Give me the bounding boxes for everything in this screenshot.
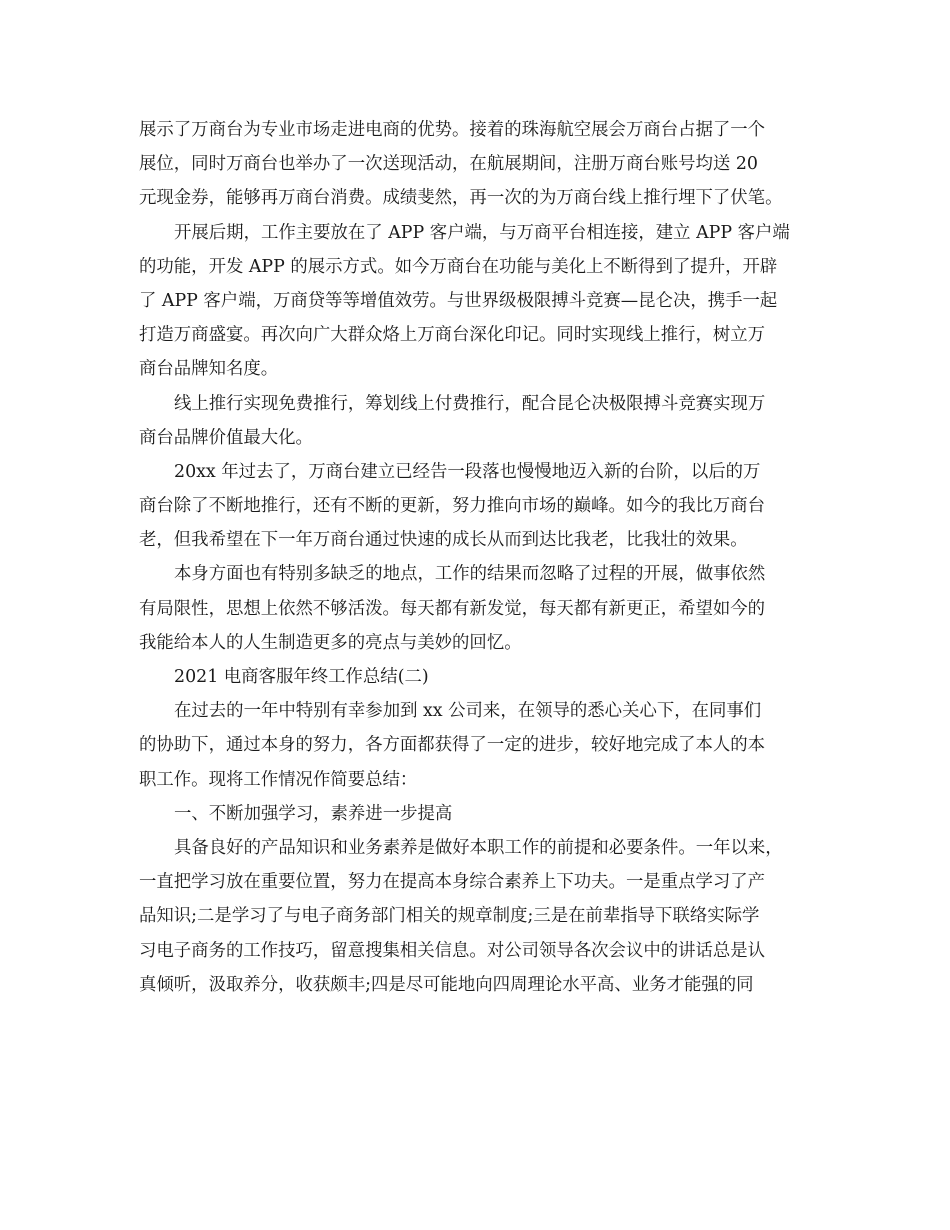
text-line: 商台品牌知名度。 <box>139 359 279 380</box>
text-line: 一直把学习放在重要位置，努力在提高本身综合素养上下功夫。一是重点学习了产 <box>139 872 766 893</box>
paragraph-first-line: 开展后期，工作主要放在了 APP 客户端，与万商平台相连接，建立 APP 客户端 <box>174 222 790 243</box>
paragraph-first-line: 本身方面也有特别多缺乏的地点，工作的结果而忽略了过程的开展，做事依然 <box>174 564 766 585</box>
text-line: 我能给本人的人生制造更多的亮点与美妙的回忆。 <box>139 632 522 653</box>
text-line: 打造万商盛宴。再次向广大群众烙上万商台深化印记。同时实现线上推行，树立万 <box>139 325 766 346</box>
paragraph-first-line: 2021 电商客服年终工作总结(二) <box>174 667 429 687</box>
document-body <box>139 113 819 1002</box>
text-line: 的协助下，通过本身的努力，各方面都获得了一定的进步，较好地完成了本人的本 <box>139 735 766 756</box>
text-line: 商台品牌价值最大化。 <box>139 427 313 448</box>
paragraph-first-line: 线上推行实现免费推行，筹划线上付费推行，配合昆仑决极限搏斗竞赛实现万 <box>174 393 766 414</box>
text-line: 老，但我希望在下一年万商台通过快速的成长从而到达比我老，比我壮的效果。 <box>139 530 748 551</box>
text-line: 习电子商务的工作技巧，留意搜集相关信息。对公司领导各次会议中的讲话总是认 <box>139 940 766 961</box>
paragraph-first-line: 20xx 年过去了，万商台建立已经告一段落也慢慢地迈入新的台阶，以后的万 <box>174 461 761 482</box>
text-line: 的功能，开发 APP 的展示方式。如今万商台在功能与美化上不断得到了提升，开辟 <box>139 256 778 277</box>
paragraph-first-line: 一、不断加强学习，素养进一步提高 <box>174 803 453 824</box>
text-line: 展示了万商台为专业市场走进电商的优势。接着的珠海航空展会万商台占据了一个 <box>139 120 766 140</box>
text-line: 元现金券，能够再万商台消费。成绩斐然，再一次的为万商台线上推行埋下了伏笔。 <box>139 188 783 209</box>
text-line: 了 APP 客户端，万商贷等等增值效劳。与世界级极限搏斗竞赛—昆仑决，携手一起 <box>139 290 778 311</box>
paragraph-first-line: 在过去的一年中特别有幸参加到 xx 公司来，在领导的悉心关心下，在同事们 <box>174 701 762 722</box>
paragraph-first-line: 具备良好的产品知识和业务素养是做好本职工作的前提和必要条件。一年以来， <box>174 837 783 858</box>
text-line: 有局限性，思想上依然不够活泼。每天都有新发觉，每天都有新更正，希望如今的 <box>139 598 766 619</box>
text-line: 真倾听，汲取养分，收获颇丰;四是尽可能地向四周理论水平高、业务才能强的同 <box>139 974 754 995</box>
text-line: 展位，同时万商台也举办了一次送现活动，在航展期间，注册万商台账号均送 20 <box>139 154 758 175</box>
text-line: 职工作。现将工作情况作简要总结： <box>139 769 418 790</box>
text-line: 商台除了不断地推行，还有不断的更新，努力推向市场的巅峰。如今的我比万商台 <box>139 496 766 517</box>
text-line: 品知识;二是学习了与电子商务部门相关的规章制度;三是在前辈指导下联络实际学 <box>139 906 760 927</box>
